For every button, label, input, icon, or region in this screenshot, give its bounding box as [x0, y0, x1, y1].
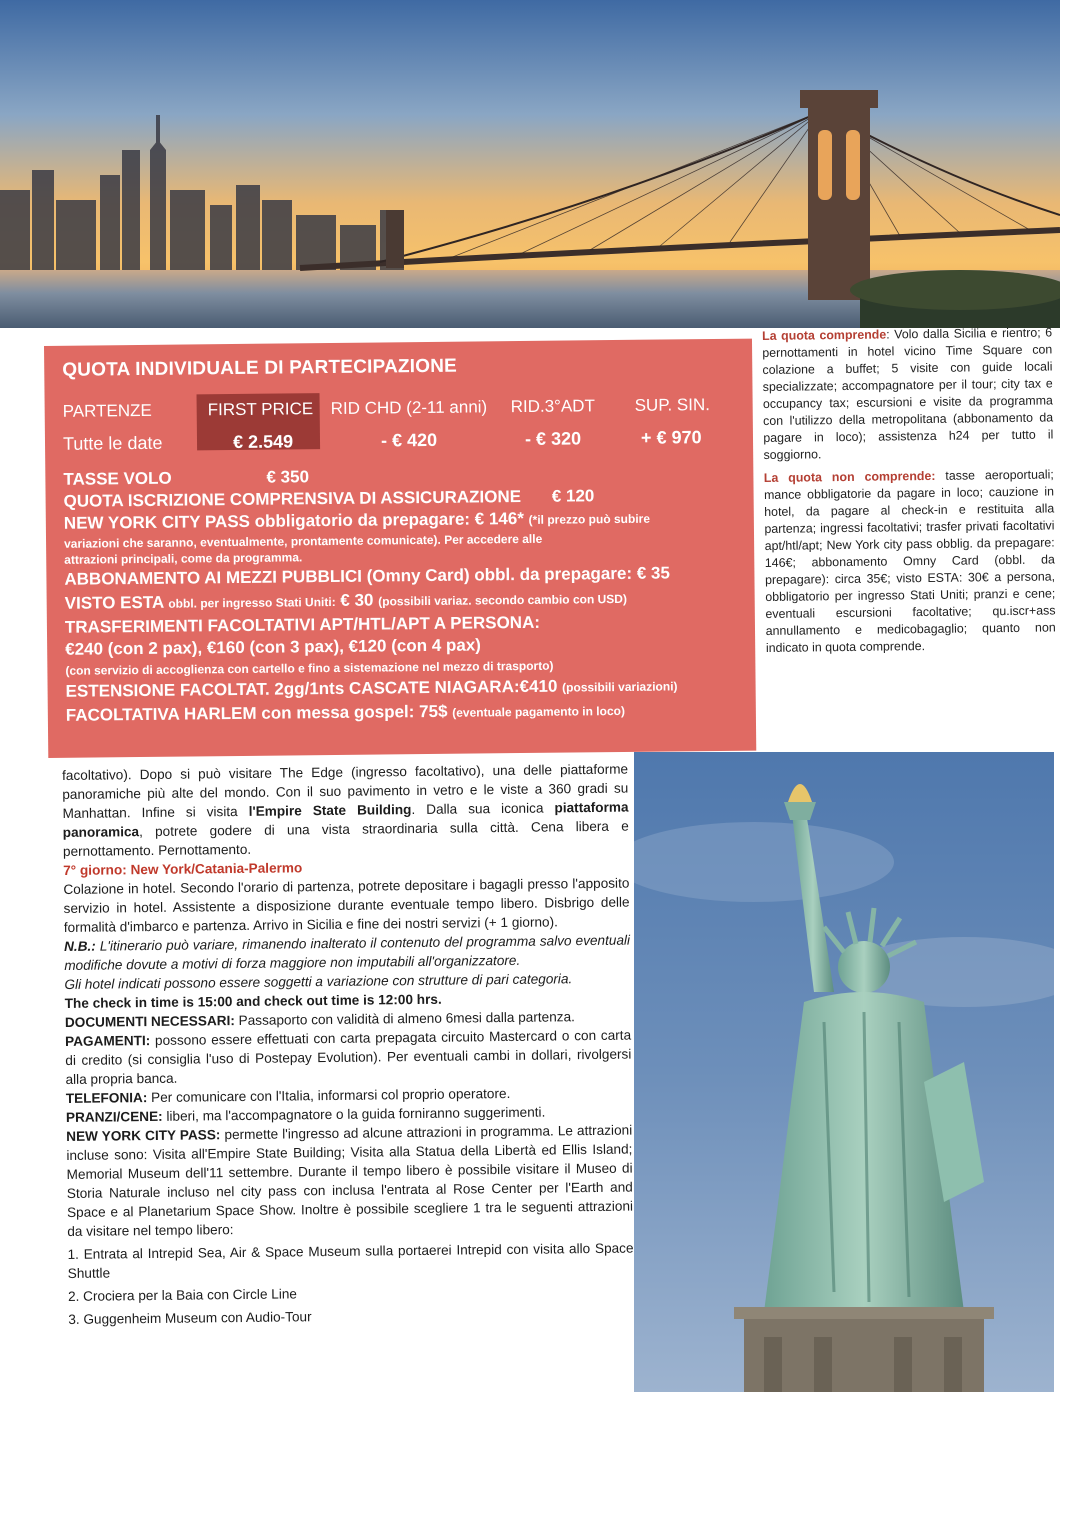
hotel-note: Gli hotel indicati possono essere soggetti a variazione con strutture di pari categoria. [64, 971, 573, 992]
piattaforma-bold: piattaforma panoramica [62, 799, 629, 840]
harlem-line [66, 700, 625, 726]
hero-image [0, 0, 1060, 328]
harlem-note: (eventuale pagamento in loco) [452, 703, 625, 720]
city-pass-note-2: variazioni che saranno, eventualmente, prontamente comunicate). Per accedere alle [63, 531, 543, 551]
non-comprende-label: La quota non comprende: [763, 468, 936, 485]
header-rid-chd: RID CHD (2-11 anni) [330, 397, 488, 419]
visto-esta-small: obbl. per ingresso Stati Uniti: [168, 594, 336, 611]
documenti-text: Passaporto con validità di almeno 6mesi dalla partenza. [234, 1009, 575, 1029]
itinerary-text [62, 760, 634, 1333]
omny-card-line: ABBONAMENTO AI MEZZI PUBBLICI (Omny Card) obbl. da prepagare: € 35 [64, 563, 670, 589]
p1-e: , potrete godere di una vista straordinaria sulla città. Cena libera e pernottamento. Pernottamento. [62, 818, 629, 859]
comprende-label: La quota comprende [762, 327, 887, 343]
p1-a: facoltativo). Dopo si può visitare The Edge (ingresso facoltativo), una delle piattaforme panoramiche più alte del mondo. Con il suo pavimento in vetro e le viste a 360 gradi su Manhattan. Infine si visita [62, 761, 629, 821]
day7-heading: 7° giorno: New York/Catania-Palermo [63, 860, 303, 878]
header-partenze: PARTENZE [62, 400, 152, 421]
city-pass-note-start: (*il prezzo può subire [528, 511, 651, 527]
value-rid-chd: - € 420 [380, 429, 438, 451]
nb-label: N.B.: [63, 938, 96, 954]
pagamenti-paragraph [65, 1026, 632, 1089]
comprende-paragraph [762, 324, 1054, 464]
city-pass-label: NEW YORK CITY PASS obbligatorio da prepagare: € 146* [63, 508, 524, 533]
non-comprende-text: tasse aeroportuali; mance obbligatorie da pagare in loco; cauzione in hotel, da pagare al check-in e restituita alla partenza; ingressi facoltativi; trasfer privati facoltativi apt/htl/apt; New York city pass obblig. da prepagare: 146€; abbonamento Omny Card (obbl. da prepagare): circa 35€; visto ESTA: 30€ a persona, obbligatorio per ingresso Stati Uniti; pranzi e cene; eventuali escursioni facoltative; qu.iscr+ass annullamento e medicobagaglio; quanto non indicato in quota comprende. [763, 467, 1056, 655]
city-pass-paragraph [66, 1121, 633, 1241]
quota-iscrizione-value: € 120 [551, 486, 595, 506]
visto-esta-label: VISTO ESTA [64, 592, 164, 613]
value-first-price: € 2.549 [232, 431, 294, 453]
value-rid-3-adt: - € 320 [524, 428, 582, 449]
niagara-label: ESTENSIONE FACOLTAT. 2gg/1nts CASCATE NIAGARA:€410 [65, 676, 558, 701]
city-pass-body-text: permette l'ingresso ad alcune attrazioni in programma. Le attrazioni incluse sono: Visita all'Empire State Building; Visita alla Statua della Libertà ed Ellis Island; Memorial Museum dell'11 settembre. Durante il tempo libero è possibile visitare il Museo di Storia Naturale incluso nel city pass con inclusa l'entrata al Rose Center per l'Earth and Space e al Planetarium Space Show. Inoltre è possibile scegliere 1 tra le seguenti attrazioni da visitare nel tempo libero: [66, 1122, 634, 1239]
transfer-line-1: TRASFERIMENTI FACOLTATIVI APT/HTL/APT A PERSONA: [64, 612, 541, 637]
city-pass-body-label: NEW YORK CITY PASS: [66, 1127, 221, 1144]
niagara-note: (possibili variazioni) [562, 679, 678, 695]
quota-box [44, 339, 756, 758]
header-rid-3-adt: RID.3°ADT [510, 396, 596, 417]
pagamenti-text: possono essere effettuati con carta prepagata circuito Mastercard o con carta di credito (si consiglia l'uso di Postepay Evolution). Per eventuali cambi in dollari, rivolgersi alla propria banca. [65, 1027, 632, 1087]
tasse-volo [63, 467, 309, 490]
niagara-line [66, 675, 678, 701]
telefonia-text: Per comunicare con l'Italia, informarsi col proprio operatore. [147, 1085, 511, 1106]
inclusions-column [762, 324, 1056, 663]
quota-title: QUOTA INDIVIDUALE DI PARTECIPAZIONE [62, 355, 458, 381]
harlem-label: FACOLTATIVA HARLEM con messa gospel: 75$ [65, 701, 448, 725]
statue-of-liberty-photo [634, 752, 1054, 1392]
header-first-price: FIRST PRICE [207, 399, 314, 420]
statue-image [634, 752, 1054, 1392]
telefonia-label: TELEFONIA: [65, 1090, 148, 1106]
header-sup-sin: SUP. SIN. [634, 395, 711, 415]
transfer-note: (con servizio di accoglienza con cartello e fino a sistemazione nel mezzo di trasporto) [65, 658, 554, 678]
pagamenti-label: PAGAMENTI: [65, 1033, 151, 1049]
brooklyn-bridge-skyline-photo [0, 0, 1060, 328]
pranzi-label: PRANZI/CENE: [65, 1108, 163, 1125]
visto-esta-note: (possibili variaz. secondo cambio con USD) [378, 591, 627, 609]
day6-continuation [62, 760, 629, 861]
p1-c: . Dalla sua iconica [411, 800, 555, 818]
quota-iscrizione-label: QUOTA ISCRIZIONE COMPRENSIVA DI ASSICURAZIONE [63, 487, 522, 511]
city-pass-note-3: attrazioni principali, come da programma. [64, 550, 303, 567]
day7-text: Colazione in hotel. Secondo l'orario di partenza, potrete depositare i bagagli presso l'apposito servizio in hotel. Assistente a disposizione durante eventuale tempo libero. Disbrigo delle formalità d'imbarco e partenza. Arrivo in Sicilia e fine dei nostri servizi (+ 1 giorno). [63, 875, 630, 935]
list-item: 1. Entrata al Intrepid Sea, Air & Space Museum sulla portaerei Intrepid con visita allo Space Shuttle [67, 1240, 634, 1281]
city-pass-line [64, 508, 650, 534]
quota-iscrizione [64, 486, 595, 512]
non-comprende-paragraph [764, 466, 1056, 657]
list-item: 3. Guggenheim Museum con Audio-Tour [68, 1309, 312, 1327]
tasse-volo-value: € 350 [266, 467, 310, 487]
attractions-list [67, 1239, 634, 1329]
transfer-line-2: €240 (con 2 pax), €160 (con 3 pax), €120 (con 4 pax) [65, 635, 482, 659]
nb-text: L'itinerario può variare, rimanendo inalterato il contenuto del programma salvo eventuali modifiche dovute a motivi di forza maggiore non imputabili all'organizzatore. [64, 932, 631, 973]
value-partenze: Tutte le date [62, 432, 163, 454]
empire-state-bold: l'Empire State Building [248, 802, 412, 819]
nb-paragraph [64, 931, 630, 975]
checkin-note: The check in time is 15:00 and check out time is 12:00 hrs. [64, 991, 442, 1011]
list-item: 2. Crociera per la Baia con Circle Line [67, 1286, 298, 1304]
documenti-label: DOCUMENTI NECESSARI: [64, 1013, 235, 1030]
value-sup-sin: + € 970 [640, 427, 702, 448]
pranzi-text: liberi, ma l'accompagnatore o la guida forniranno suggerimenti. [162, 1104, 546, 1124]
tasse-volo-label: TASSE VOLO [63, 468, 172, 489]
visto-esta-value: € 30 [340, 590, 374, 610]
comprende-text: : Volo dalla Sicilia e rientro; 6 pernottamenti in hotel vicino Time Square con colazione a buffet; 5 visite con guide locali specializzate; accompagnatore per il tour; city tax e occupancy tax; escursioni e visite da programma con l'utilizzo della metropolitana (abbonamento da pagare in loco); assistenza h24 per tutto il soggiorno. [762, 325, 1054, 462]
visto-esta-line [65, 588, 627, 614]
